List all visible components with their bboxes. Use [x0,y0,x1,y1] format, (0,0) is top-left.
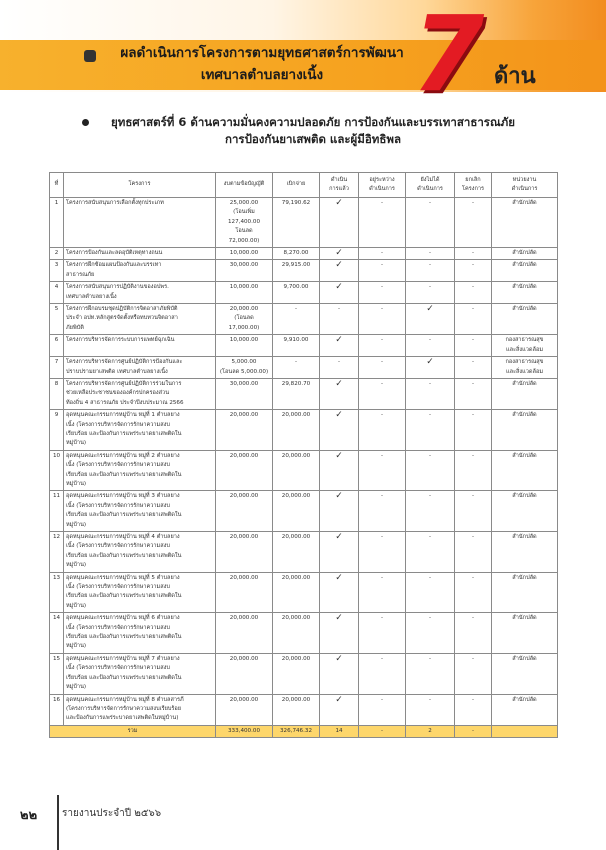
cell-done: ✓ [320,410,359,451]
cell-no: 12 [50,532,64,573]
cell-no: 10 [50,450,64,491]
table-row [50,613,558,654]
cell-done: ✓ [320,248,359,260]
cell-agency: สำนักปลัด [492,198,558,248]
cell-in-progress: - [359,653,406,694]
cell-cancelled: - [455,653,492,694]
cell-done: ✓ [320,613,359,654]
footer-report-title: รายงานประจำปี ๒๕๖๖ [62,808,162,819]
table-row [50,282,558,304]
cell-cancelled: - [455,260,492,282]
cell-no: 16 [50,694,64,725]
cell-not-done: - [406,198,455,248]
cell-project: อุดหนุนคณะกรรมการหมู่บ้าน หมู่ที่ 3 ตำบลยาง เนิ้ง (โครงการบริหารจัดการรักษาความสงบ เรียบร้อย และป้องกันการแพร่ระบาดยาเสพติดใน หมู่บ้าน) [64,491,216,532]
table-row [50,378,558,409]
cell-no: 4 [50,282,64,304]
cell-no: 2 [50,248,64,260]
cell-no: 13 [50,572,64,613]
cell-cancelled: - [455,532,492,573]
cell-done: ✓ [320,282,359,304]
cell-spent: 20,000.00 [273,532,320,573]
hexagon-bullet-icon [84,50,96,62]
cell-project: อุดหนุนคณะกรรมการหมู่บ้าน หมู่ที่ 4 ตำบลยาง เนิ้ง (โครงการบริหารจัดการรักษาความสงบ เรียบร้อย และป้องกันการแพร่ระบาดยาเสพติดใน หมู่บ้าน) [64,532,216,573]
col-header-done: ดำเนิน การแล้ว [320,173,359,198]
cell-budget: 20,000.00 [216,450,273,491]
cell-in-progress: - [359,613,406,654]
section-number: 7 [412,0,485,115]
cell-in-progress: - [359,378,406,409]
table-row [50,572,558,613]
cell-budget: 20,000.00 (โอนลด 17,000.00) [216,304,273,335]
cell-not-done: - [406,282,455,304]
cell-in-progress: - [359,694,406,725]
total-in-progress: - [359,725,406,737]
cell-agency: สำนักปลัด [492,410,558,451]
page-title-line1: ผลดำเนินการโครงการตามยุทธศาสตร์การพัฒนา [120,45,404,61]
cell-not-done: - [406,491,455,532]
cell-agency: กองสาธารณสุข และสิ่งแวดล้อม [492,335,558,357]
cell-in-progress: - [359,282,406,304]
page-title [102,42,422,86]
table-total-row [50,725,558,737]
cell-budget: 10,000.00 [216,282,273,304]
cell-in-progress: - [359,304,406,335]
cell-not-done: ✓ [406,304,455,335]
section-label: ด้าน [494,64,536,89]
cell-budget: 10,000.00 [216,335,273,357]
cell-cancelled: - [455,335,492,357]
cell-spent: 20,000.00 [273,613,320,654]
cell-spent: - [273,357,320,379]
cell-done: - [320,304,359,335]
cell-project: โครงการสนับสนุนการเลือกตั้งทุกประเภท [64,198,216,248]
cell-no: 3 [50,260,64,282]
cell-done: ✓ [320,198,359,248]
cell-not-done: - [406,532,455,573]
project-table [49,172,558,738]
total-cancelled: - [455,725,492,737]
cell-budget: 10,000.00 [216,248,273,260]
table-row [50,335,558,357]
cell-done: ✓ [320,378,359,409]
col-header-cancelled: ยกเลิก โครงการ [455,173,492,198]
cell-budget: 5,000.00 (โอนลด 5,000.00) [216,357,273,379]
cell-cancelled: - [455,378,492,409]
total-spent: 326,746.32 [273,725,320,737]
cell-no: 6 [50,335,64,357]
cell-in-progress: - [359,357,406,379]
cell-agency: กองสาธารณสุข และสิ่งแวดล้อม [492,357,558,379]
table-row [50,357,558,379]
cell-spent: 20,000.00 [273,410,320,451]
strategy-heading [78,114,548,148]
cell-not-done: - [406,335,455,357]
cell-spent: 29,915.00 [273,260,320,282]
cell-agency: สำนักปลัด [492,248,558,260]
cell-agency: สำนักปลัด [492,260,558,282]
cell-spent: 20,000.00 [273,450,320,491]
cell-in-progress: - [359,260,406,282]
cell-cancelled: - [455,613,492,654]
cell-agency: สำนักปลัด [492,282,558,304]
cell-project: โครงการบริหารจัดการศูนย์ปฏิบัติการร่วมในการ ช่วยเหลือประชาชนขององค์กรปกครองส่วน ท้องถิ่น 4 สาธารณภัย ประจำปีงบประมาณ 2566 [64,378,216,409]
cell-spent: 20,000.00 [273,572,320,613]
cell-project: อุดหนุนคณะกรรมการหมู่บ้าน หมู่ที่ 7 ตำบลยาง เนิ้ง (โครงการบริหารจัดการรักษาความสงบ เรียบร้อย และป้องกันการแพร่ระบาดยาเสพติดใน หมู่บ้าน) [64,653,216,694]
cell-cancelled: - [455,304,492,335]
cell-spent: 9,910.00 [273,335,320,357]
cell-cancelled: - [455,450,492,491]
cell-not-done: - [406,613,455,654]
cell-project: โครงการบริหารจัดการระบบการแพทย์ฉุกเฉิน [64,335,216,357]
cell-spent: 20,000.00 [273,694,320,725]
cell-no: 1 [50,198,64,248]
strategy-line2: การป้องกันยาเสพติด และผู้มีอิทธิพล [225,132,401,146]
cell-project: อุดหนุนคณะกรรมการหมู่บ้าน หมู่ที่ 2 ตำบลยาง เนิ้ง (โครงการบริหารจัดการรักษาความสงบ เรียบร้อย และป้องกันการแพร่ระบาดยาเสพติดใน หมู่บ้าน) [64,450,216,491]
col-header-not-done: ยังไม่ได้ ดำเนินการ [406,173,455,198]
cell-budget: 20,000.00 [216,572,273,613]
cell-in-progress: - [359,248,406,260]
cell-project: อุดหนุนคณะกรรมการหมู่บ้าน หมู่ที่ 5 ตำบลยาง เนิ้ง (โครงการบริหารจัดการรักษาความสงบ เรียบร้อย และป้องกันการแพร่ระบาดยาเสพติดใน หมู่บ้าน) [64,572,216,613]
col-header-agency: หน่วยงาน ดำเนินการ [492,173,558,198]
cell-in-progress: - [359,198,406,248]
cell-done: ✓ [320,491,359,532]
total-not-done: 2 [406,725,455,737]
cell-spent: 29,820.70 [273,378,320,409]
cell-cancelled: - [455,491,492,532]
table-row [50,248,558,260]
col-header-project: โครงการ [64,173,216,198]
cell-project: โครงการสนับสนุนการปฏิบัติงานของอปพร. เทศบาลตำบลยางเนิ้ง [64,282,216,304]
cell-project: อุดหนุนคณะกรรมการหมู่บ้าน หมู่ที่ 8 ตำบลสารภี (โครงการบริหารจัดการรักษาความสงบเรียบร้อย และป้องกันการแพร่ระบาดยาเสพติดในหมู่บ้าน) [64,694,216,725]
col-header-in-progress: อยู่ระหว่าง ดำเนินการ [359,173,406,198]
page-title-line2: เทศบาลตำบลยางเนิ้ง [200,67,324,83]
cell-cancelled: - [455,410,492,451]
cell-agency: สำนักปลัด [492,653,558,694]
cell-agency: สำนักปลัด [492,304,558,335]
cell-in-progress: - [359,532,406,573]
cell-cancelled: - [455,282,492,304]
cell-no: 14 [50,613,64,654]
cell-done: ✓ [320,653,359,694]
table-row [50,198,558,248]
cell-project: โครงการฝึกอบรมชุดปฏิบัติการจิตอาสาภัยพิบัติ ประจำ อปท.หลักสูตรจัดตั้งหรือทบทวนจิตอาสา ภัยพิบัติ [64,304,216,335]
total-agency [492,725,558,737]
cell-spent: - [273,304,320,335]
cell-done: ✓ [320,694,359,725]
table-row [50,532,558,573]
cell-not-done: - [406,248,455,260]
col-header-budget: งบตามข้อบัญญัติ [216,173,273,198]
table-header-row [50,173,558,198]
cell-cancelled: - [455,248,492,260]
cell-done: - [320,357,359,379]
cell-cancelled: - [455,198,492,248]
cell-budget: 20,000.00 [216,532,273,573]
cell-no: 7 [50,357,64,379]
cell-cancelled: - [455,572,492,613]
cell-cancelled: - [455,694,492,725]
cell-not-done: - [406,378,455,409]
cell-spent: 79,190.62 [273,198,320,248]
cell-budget: 20,000.00 [216,694,273,725]
table-row [50,260,558,282]
cell-no: 8 [50,378,64,409]
footer-divider [57,795,59,850]
cell-no: 9 [50,410,64,451]
cell-in-progress: - [359,491,406,532]
cell-in-progress: - [359,450,406,491]
cell-done: ✓ [320,572,359,613]
cell-in-progress: - [359,572,406,613]
cell-agency: สำนักปลัด [492,532,558,573]
cell-done: ✓ [320,450,359,491]
cell-done: ✓ [320,532,359,573]
total-done: 14 [320,725,359,737]
cell-not-done: - [406,410,455,451]
total-label: รวม [50,725,216,737]
cell-agency: สำนักปลัด [492,613,558,654]
cell-in-progress: - [359,410,406,451]
cell-spent: 20,000.00 [273,491,320,532]
cell-not-done: - [406,260,455,282]
col-header-no: ที่ [50,173,64,198]
cell-budget: 20,000.00 [216,491,273,532]
cell-budget: 25,000.00 (โอนเพิ่ม 127,400.00 โอนลด 72,000.00) [216,198,273,248]
table-row [50,491,558,532]
cell-not-done: - [406,694,455,725]
cell-project: โครงการฝึกซ้อมแผนป้องกันและบรรเทา สาธารณภัย [64,260,216,282]
cell-budget: 30,000.00 [216,260,273,282]
cell-spent: 20,000.00 [273,653,320,694]
page-number: ๒๒ [20,808,38,823]
total-budget: 333,400.00 [216,725,273,737]
table-row [50,653,558,694]
strategy-line1: ยุทธศาสตร์ที่ 6 ด้านความมั่นคงความปลอดภัย การป้องกันและบรรเทาสาธารณภัย [111,115,515,129]
cell-done: ✓ [320,260,359,282]
cell-budget: 20,000.00 [216,410,273,451]
cell-no: 11 [50,491,64,532]
cell-spent: 8,270.00 [273,248,320,260]
cell-not-done: - [406,450,455,491]
table-row [50,450,558,491]
cell-agency: สำนักปลัด [492,572,558,613]
cell-cancelled: - [455,357,492,379]
table-row [50,304,558,335]
cell-budget: 20,000.00 [216,653,273,694]
cell-spent: 9,700.00 [273,282,320,304]
bullet-dot-icon [82,119,89,126]
cell-not-done: - [406,653,455,694]
cell-project: โครงการป้องกันและลดอุบัติเหตุทางถนน [64,248,216,260]
cell-no: 15 [50,653,64,694]
cell-project: อุดหนุนคณะกรรมการหมู่บ้าน หมู่ที่ 1 ตำบลยาง เนิ้ง (โครงการบริหารจัดการรักษาความสงบ เรียบร้อย และป้องกันการแพร่ระบาดยาเสพติดใน หมู่บ้าน) [64,410,216,451]
cell-in-progress: - [359,335,406,357]
cell-agency: สำนักปลัด [492,491,558,532]
cell-agency: สำนักปลัด [492,450,558,491]
cell-done: ✓ [320,335,359,357]
cell-project: โครงการบริหารจัดการศูนย์ปฏิบัติการป้องกันและ ปราบปรามยาเสพติด เทศบาลตำบลยางเนิ้ง [64,357,216,379]
cell-not-done: ✓ [406,357,455,379]
table-row [50,410,558,451]
cell-agency: สำนักปลัด [492,694,558,725]
cell-agency: สำนักปลัด [492,378,558,409]
table-row [50,694,558,725]
cell-no: 5 [50,304,64,335]
cell-project: อุดหนุนคณะกรรมการหมู่บ้าน หมู่ที่ 6 ตำบลยาง เนิ้ง (โครงการบริหารจัดการรักษาความสงบ เรียบร้อย และป้องกันการแพร่ระบาดยาเสพติดใน หมู่บ้าน) [64,613,216,654]
col-header-spent: เบิกจ่าย [273,173,320,198]
cell-budget: 30,000.00 [216,378,273,409]
cell-budget: 20,000.00 [216,613,273,654]
cell-not-done: - [406,572,455,613]
